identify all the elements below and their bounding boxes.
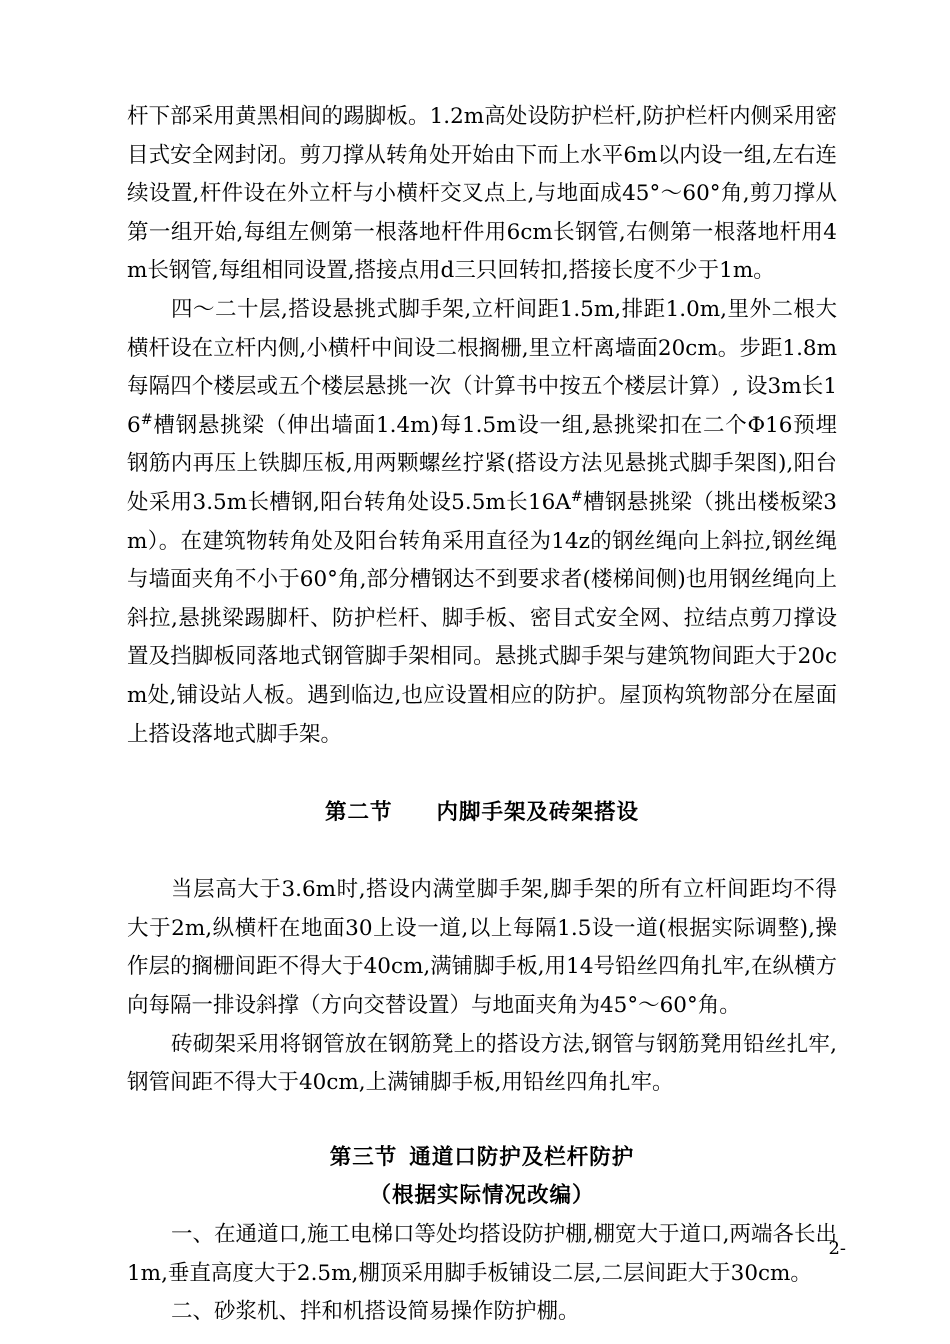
section-3-heading <box>127 1139 837 1178</box>
spacer-after-section-2-heading <box>127 833 837 872</box>
paragraph-scaffold-kickboard: 杆下部采用黄黑相间的踢脚板。1.2m高处设防护栏杆,防护栏杆内侧采用密目式安全网封闭。剪刀撑从转角处开始由下而上水平6m以内设一组,左右连续设置,杆件设在外立杆与小横杆交叉点上,与地面成45°～60°角,剪刀撑从第一组开始,每组左侧第一根落地杆件用6cm长钢管,右侧第一根落地杆用4m长钢管,每组相同设置,搭接点用d三只回转扣,搭接长度不少于1m。 <box>127 104 837 284</box>
spacer-before-section-2 <box>127 754 837 794</box>
paragraph-indoor-scaffold: 当层高大于3.6m时,搭设内满堂脚手架,脚手架的所有立杆间距均不得大于2m,纵横杆在地面30上设一道,以上每隔1.5设一道(根据实际调整),操作层的搁栅间距不得大于40cm,满铺脚手板,用14号铅丝四角扎牢,在纵横方向每隔一排设斜撑（方向交替设置）与地面夹角为45°～60°角。 <box>127 877 837 1019</box>
para2-seg-2: 槽钢悬挑梁（伸出墙面1.4m)每1.5m设一组,悬挑梁扣在二个Φ16预埋钢筋内再压上铁脚压板,用两颗螺丝拧紧(搭设方法见悬挑式脚手架图),阳台处采用3.5m长槽钢,阳台转角处设5.5m长16A <box>127 412 837 515</box>
section-3-subtitle: （根据实际情况改编） <box>369 1183 595 1209</box>
section-3-title: 通道口防护及栏杆防护 <box>409 1144 635 1170</box>
hash-superscript-2: # <box>570 488 583 505</box>
para2-seg-3: 槽钢悬挑梁（挑出楼板梁3m）。在建筑物转角处及阳台转角采用直径为14z的钢丝绳向上斜拉,钢丝绳与墙面夹角不小于60°角,部分槽钢达不到要求者(楼梯间侧)也用钢丝绳向上斜拉,悬挑梁踢脚杆、防护栏杆、脚手板、密目式安全网、拉结点剪刀撑设置及挡脚板同落地式钢管脚手架相同。悬挑式脚手架与建筑物间距大于20cm处,铺设站人板。遇到临边,也应设置相应的防护。屋顶构筑物部分在屋面上搭设落地式脚手架。 <box>127 489 837 747</box>
hash-superscript-1: # <box>140 411 153 428</box>
spacer-before-section-3 <box>127 1103 837 1139</box>
page-number: 2- <box>828 1238 846 1259</box>
section-3-label: 第三节 <box>329 1144 398 1170</box>
list-item-mortar-machine: 二、砂浆机、拌和机搭设简易操作防护棚。 <box>171 1299 580 1325</box>
list-item-passage-protection: 一、在通道口,施工电梯口等处均搭设防护棚,棚宽大于道口,两端各长出1m,垂直高度大于2.5m,棚顶采用脚手板铺设二层,二层间距大于30cm。 <box>127 1222 837 1286</box>
document-content <box>127 98 837 1332</box>
paragraph-cantilever-scaffold <box>127 291 837 754</box>
section-2-label: 第二节 <box>324 800 393 826</box>
paragraph-brick-frame: 砖砌架采用将钢管放在钢筋凳上的搭设方法,钢管与钢筋凳用铅丝扎牢,钢管间距不得大于40cm,上满铺脚手板,用铅丝四角扎牢。 <box>127 1031 837 1096</box>
section-2-title: 内脚手架及砖架搭设 <box>436 800 640 826</box>
para2-seg-1: 四～二十层,搭设悬挑式脚手架,立杆间距1.5m,排距1.0m,里外二根大横杆设在立杆内侧,小横杆中间设二根搁栅,里立杆离墙面20cm。步距1.8m每隔四个楼层或五个楼层悬挑一次（计算书中按五个楼层计算）, 设3m长16 <box>127 296 837 438</box>
section-2-heading <box>127 794 837 833</box>
